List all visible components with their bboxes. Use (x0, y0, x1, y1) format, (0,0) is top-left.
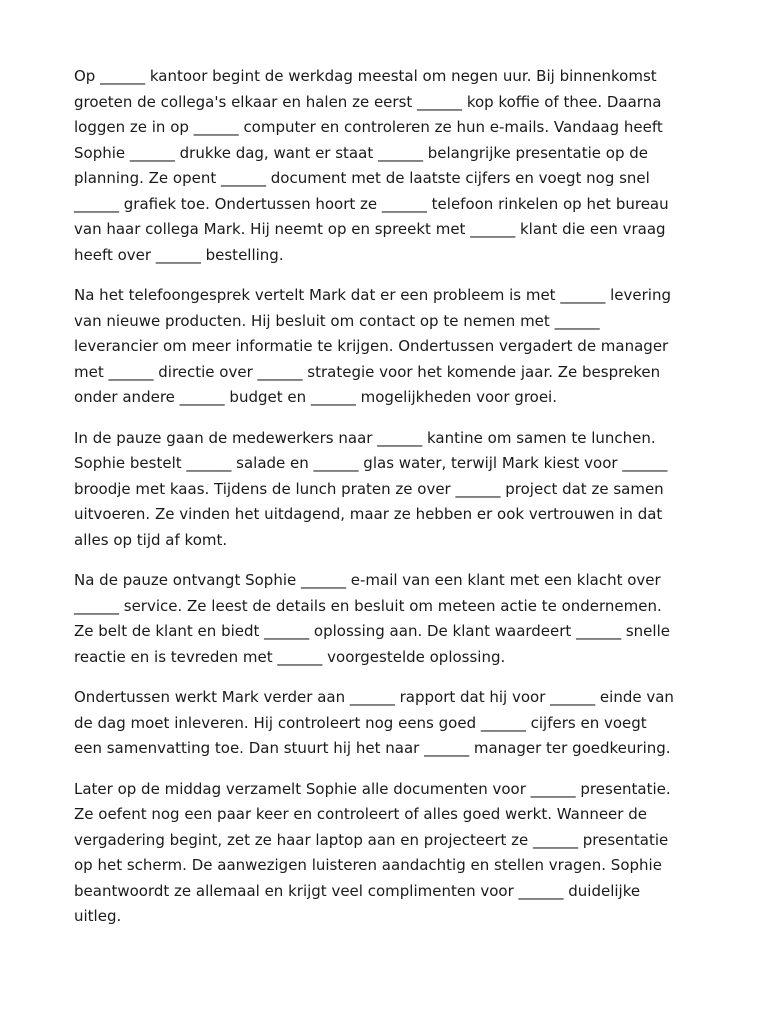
document-page (74, 64, 699, 945)
paragraph-pauze: In de pauze gaan de medewerkers naar ______ kantine om samen te lunchen. Sophie bestelt ______ salade en ______ glas water, terwijl Mark kiest voor ______ broodje met kaas. Tijdens de lunch praten ze over ______ project dat ze samen uitvoeren. Ze vinden het uitdagend, maar ze hebben er ook vertrouwen in dat alles op tijd af komt. (74, 428, 668, 549)
paragraph-klacht: Na de pauze ontvangt Sophie ______ e-mail van een klant met een klacht over ______ service. Ze leest de details en besluit om meteen actie te ondernemen. Ze belt de klant en biedt ______ oplossing aan. De klant waardeert ______ snelle reactie en is tevreden met ______ voorgestelde oplossing. (74, 571, 670, 666)
paragraph-presentatie: Later op de middag verzamelt Sophie alle documenten voor ______ presentatie. Ze oefent nog een paar keer en controleert of alles goed werkt. Wanneer de vergadering begint, zet ze haar laptop aan en projecteert ze ______ presentatie op het scherm. De aanwezigen luisteren aandachtig en stellen vragen. Sophie beantwoordt ze allemaal en krijgt veel complimenten voor ______ duidelijke uitleg. (74, 779, 671, 925)
paragraph-kantoor-ochtend: Op ______ kantoor begint de werkdag meestal om negen uur. Bij binnenkomst groeten de collega's elkaar en halen ze eerst ______ kop koffie of thee. Daarna loggen ze in op ______ computer en controleren ze hun e-mails. Vandaag heeft Sophie ______ drukke dag, want er staat ______ belangrijke presentatie op de planning. Ze opent ______ document met de laatste cijfers en voegt nog snel ______ grafiek toe. Ondertussen hoort ze ______ telefoon rinkelen op het bureau van haar collega Mark. Hij neemt op en spreekt met ______ klant die een vraag heeft over ______ bestelling. (74, 67, 669, 264)
paragraph-rapport: Ondertussen werkt Mark verder aan ______ rapport dat hij voor ______ einde van de dag moet inleveren. Hij controleert nog eens goed ______ cijfers en voegt een samenvatting toe. Dan stuurt hij het naar ______ manager ter goedkeuring. (74, 688, 674, 757)
paragraph-telefoongesprek: Na het telefoongesprek vertelt Mark dat er een probleem is met ______ levering van nieuwe producten. Hij besluit om contact op te nemen met ______ leverancier om meer informatie te krijgen. Ondertussen vergadert de manager met ______ directie over ______ strategie voor het komende jaar. Ze bespreken onder andere ______ budget en ______ mogelijkheden voor groei. (74, 286, 671, 406)
